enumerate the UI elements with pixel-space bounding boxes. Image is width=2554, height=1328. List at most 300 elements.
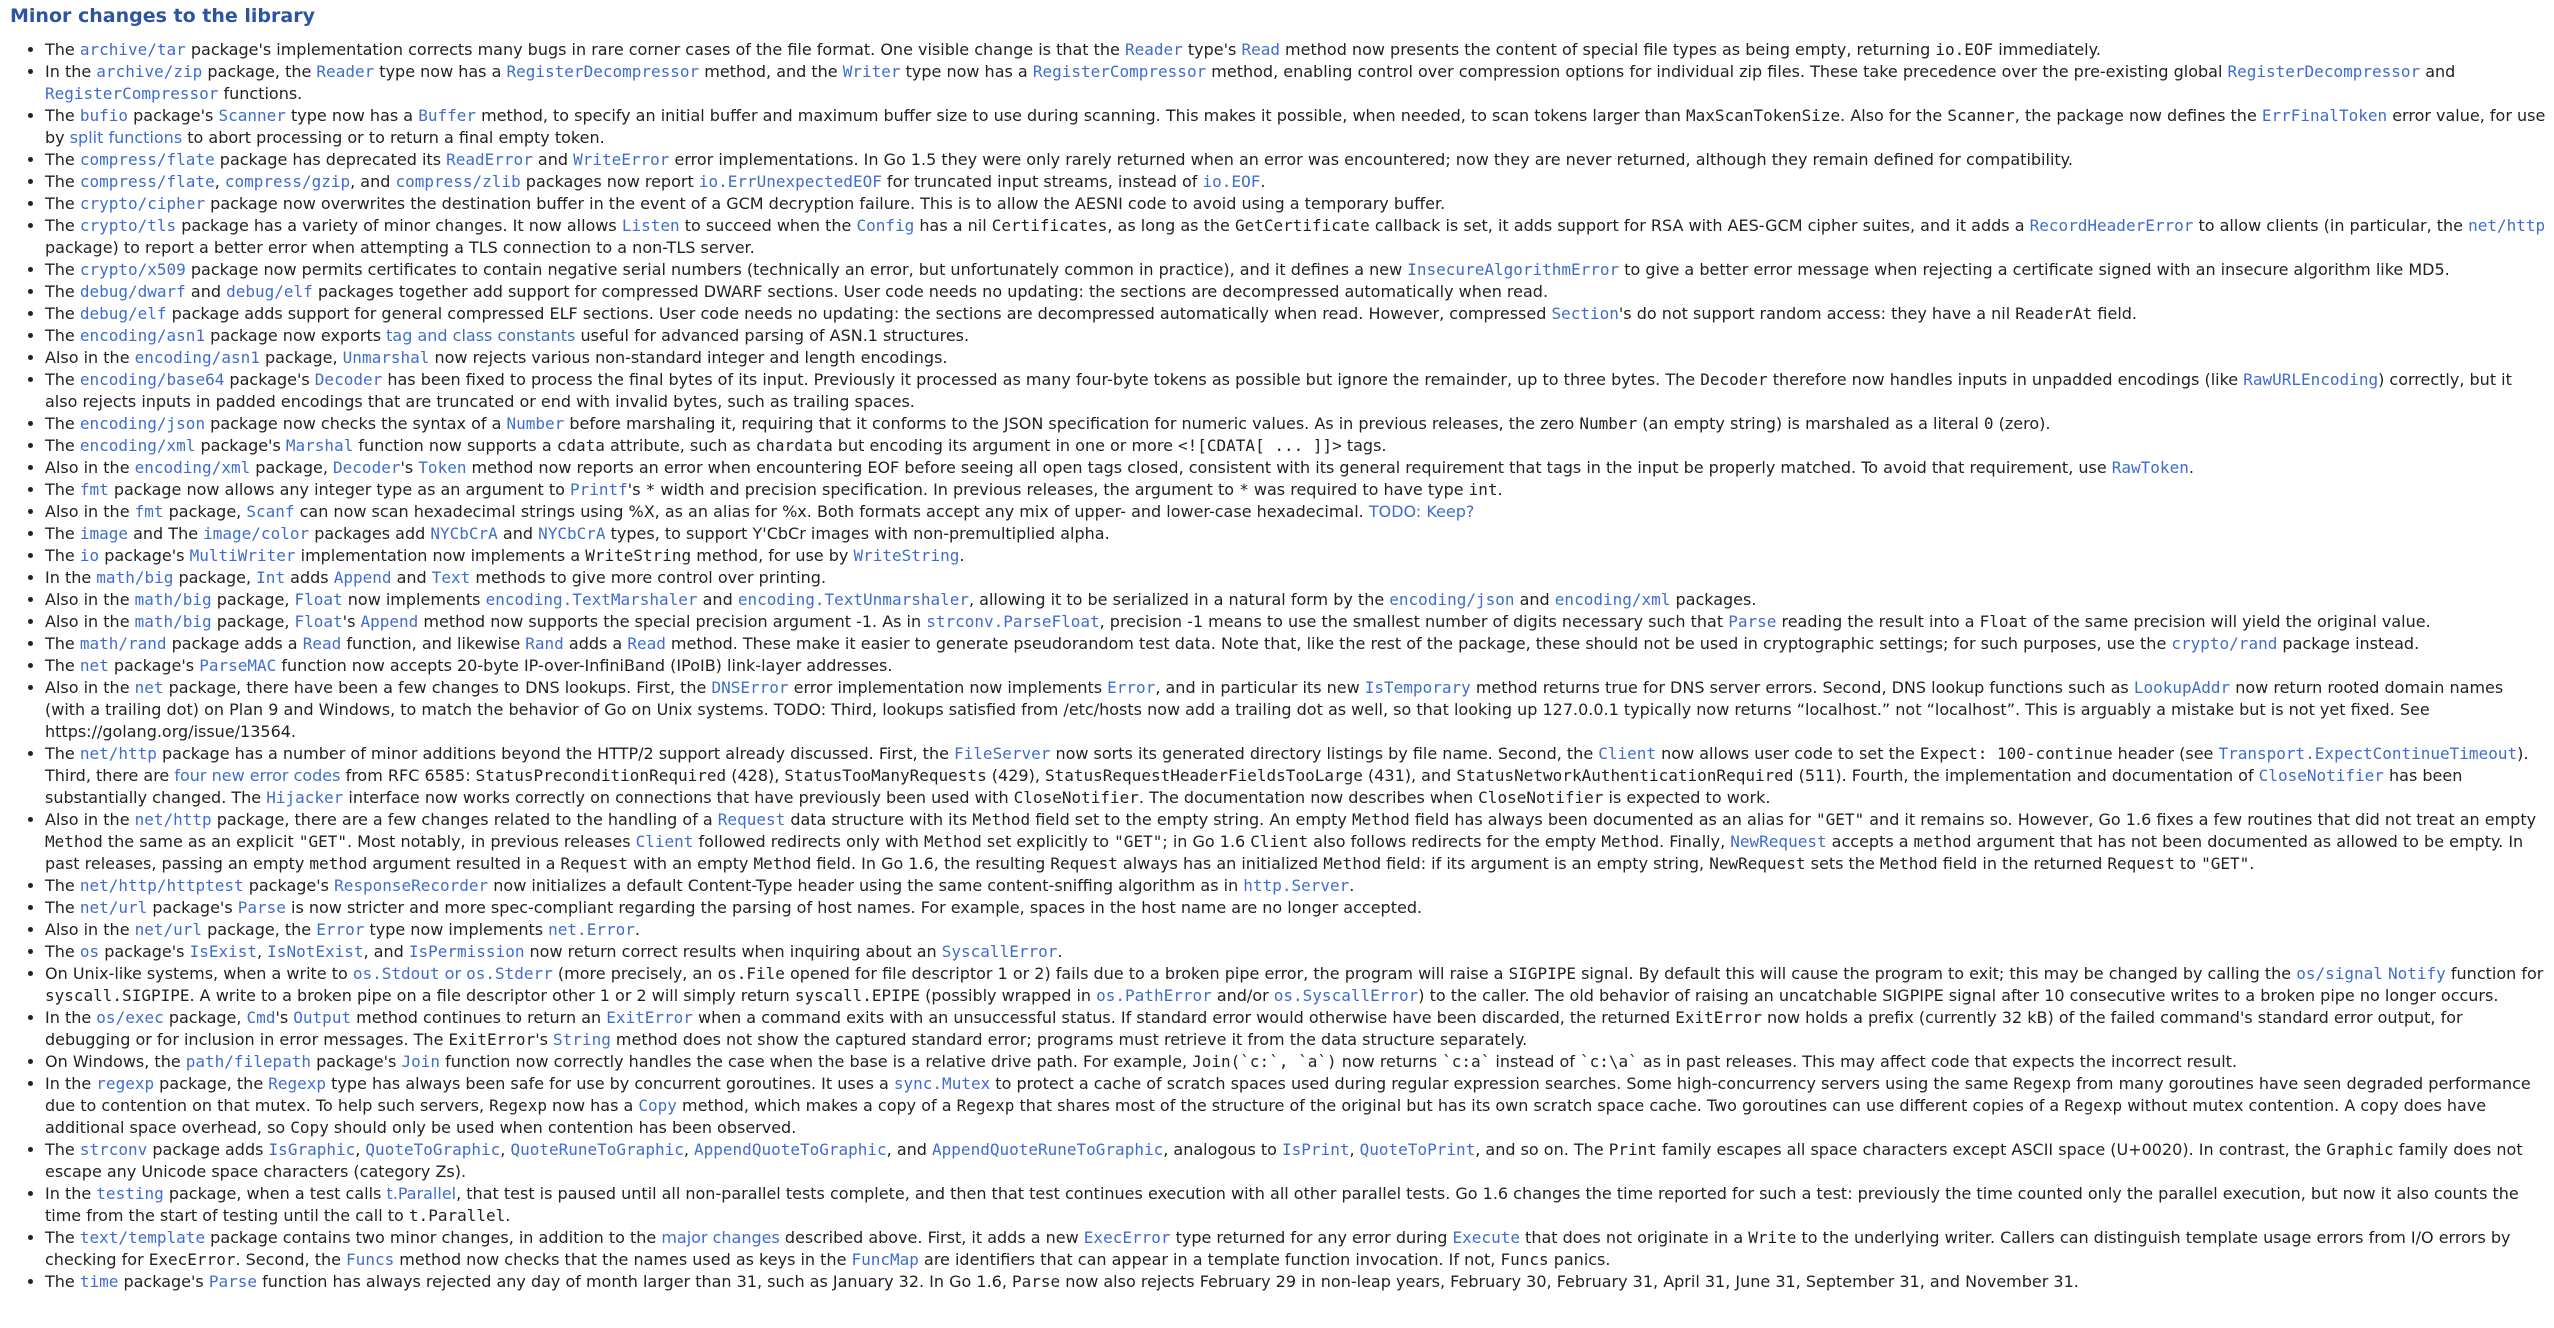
plain-text: type returned for any error during xyxy=(1170,1228,1453,1247)
code-link[interactable]: Error xyxy=(316,920,365,939)
code-text: ExitError xyxy=(1675,1008,1762,1027)
code-link[interactable]: text/template xyxy=(79,1228,206,1247)
plain-text: . Most notably, in previous releases xyxy=(347,832,636,851)
bullet-item xyxy=(45,149,2546,171)
code-link[interactable]: NYCbCrA xyxy=(430,524,498,543)
plain-text: opened for file descriptor 1 or 2) fails due to a broken pipe error, the program will raise a xyxy=(784,964,1509,983)
plain-text: (511). Fourth, the implementation and documentation of xyxy=(1793,766,2259,785)
code-link[interactable]: debug/elf xyxy=(79,304,167,323)
code-text: cdata xyxy=(556,436,605,455)
plain-text: immediately. xyxy=(1993,40,2101,59)
plain-text: . A write to a broken pipe on a file descriptor other 1 or 2 will simply return xyxy=(189,986,795,1005)
code-link[interactable]: net/http xyxy=(79,744,157,763)
code-link[interactable]: CloseNotifier xyxy=(2258,766,2384,785)
bullet-item xyxy=(45,479,2546,501)
code-text: 0 xyxy=(1983,414,1994,433)
plain-text: ). Third, there are xyxy=(45,744,2529,785)
plain-text: package has a number of minor additions beyond the HTTP/2 support already discussed. First, the xyxy=(156,744,955,763)
code-text: int xyxy=(1468,480,1498,499)
plain-text: , xyxy=(683,1140,695,1159)
code-link[interactable]: encoding/base64 xyxy=(79,370,225,389)
plain-text: attribute, such as xyxy=(604,436,756,455)
plain-text: Also in the xyxy=(45,612,135,631)
plain-text: to succeed when the xyxy=(679,216,857,235)
plain-text: data structure with its xyxy=(785,810,973,829)
plain-text: In the xyxy=(45,568,97,587)
code-text: syscall.SIGPIPE xyxy=(45,986,190,1005)
plain-text: In the xyxy=(45,1008,97,1027)
code-link[interactable]: net/url xyxy=(79,898,148,917)
code-link[interactable]: Config xyxy=(856,216,915,235)
code-link[interactable]: crypto/cipher xyxy=(79,194,206,213)
code-link[interactable]: http.Server xyxy=(1243,876,1350,895)
plain-text: The xyxy=(45,370,80,389)
code-link[interactable]: Regexp xyxy=(268,1074,327,1093)
plain-text: and it remains so. However, Go 1.6 fixes a few routines that did not treat an empty xyxy=(1864,810,2537,829)
plain-text: method continues to return an xyxy=(351,1008,607,1027)
code-link[interactable]: Parse xyxy=(237,898,286,917)
plain-text: , xyxy=(257,942,268,961)
code-link[interactable]: Decoder xyxy=(333,458,401,477)
plain-text: without mutex contention. A copy does have additional space overhead, so xyxy=(45,1096,2487,1137)
text-link[interactable]: major changes xyxy=(661,1228,780,1247)
plain-text: ) to the caller. The old behavior of raising an uncatchable SIGPIPE signal after 10 consecutive writes to a broken pipe no longer occurs. xyxy=(1418,986,2499,1005)
plain-text: 's xyxy=(342,612,361,631)
plain-text: packages add xyxy=(309,524,431,543)
code-link[interactable]: net/http xyxy=(134,810,212,829)
code-link[interactable]: Float xyxy=(294,612,343,631)
code-link[interactable]: Marshal xyxy=(285,436,354,455)
code-link[interactable]: Printf xyxy=(570,480,628,499)
plain-text: (431), and xyxy=(1362,766,1457,785)
code-link[interactable]: RawToken xyxy=(2111,458,2189,477)
plain-text: In the xyxy=(45,1184,97,1203)
code-link[interactable]: Parse xyxy=(208,1272,257,1291)
plain-text: before marshaling it, requiring that it conforms to the JSON specification for numeric values. As in previous releases, the zero xyxy=(564,414,1580,433)
plain-text: function now correctly handles the case when the base is a relative drive path. For example, xyxy=(439,1052,1193,1071)
text-link[interactable]: or xyxy=(439,964,467,983)
code-link[interactable]: Join xyxy=(401,1052,440,1071)
plain-text: packages now report xyxy=(520,172,699,191)
code-link[interactable]: Buffer xyxy=(418,106,476,125)
code-text: StatusTooManyRequests xyxy=(784,766,987,785)
code-link[interactable]: compress/flate xyxy=(79,172,215,191)
code-link[interactable]: Read xyxy=(627,634,666,653)
bullet-item xyxy=(45,919,2546,941)
code-link[interactable]: os.PathError xyxy=(1096,986,1212,1005)
code-link[interactable]: InsecureAlgorithmError xyxy=(1407,260,1620,279)
plain-text: package adds support for general compressed ELF sections. User code needs no updating: the sections are decompressed automatically when read. However, compressed xyxy=(166,304,1552,323)
code-link[interactable]: NewRequest xyxy=(1730,832,1827,851)
plain-text: , the package now defines the xyxy=(2014,106,2262,125)
plain-text: package's xyxy=(224,370,315,389)
code-link[interactable]: ResponseRecorder xyxy=(334,876,489,895)
plain-text: package) to report a better error when attempting a TLS connection to a non-TLS server. xyxy=(45,238,755,257)
code-link[interactable]: testing xyxy=(96,1184,164,1203)
code-link[interactable]: encoding/asn1 xyxy=(79,326,206,345)
plain-text: and xyxy=(391,568,432,587)
code-link[interactable]: compress/flate xyxy=(79,150,215,169)
plain-text: . Second, the xyxy=(235,1250,347,1269)
code-link[interactable]: Section xyxy=(1551,304,1619,323)
plain-text: function for xyxy=(2445,964,2544,983)
code-link[interactable]: IsNotExist xyxy=(267,942,364,961)
bullet-item xyxy=(45,897,2546,919)
plain-text: package's xyxy=(99,942,190,961)
bullet-item xyxy=(45,809,2546,875)
code-link[interactable]: regexp xyxy=(96,1074,155,1093)
code-link[interactable]: QuoteToGraphic xyxy=(365,1140,501,1159)
code-link[interactable]: Hijacker xyxy=(266,788,344,807)
code-link[interactable]: SyscallError xyxy=(941,942,1058,961)
plain-text: The xyxy=(45,480,80,499)
code-link[interactable]: encoding/asn1 xyxy=(134,348,260,367)
plain-text: The xyxy=(45,326,80,345)
code-link[interactable]: RegisterDecompressor xyxy=(506,62,700,81)
code-link[interactable]: Cmd xyxy=(246,1008,276,1027)
code-text: `c:\a` xyxy=(1580,1052,1638,1071)
bullet-item xyxy=(45,523,2546,545)
code-link[interactable]: Parse xyxy=(1728,612,1777,631)
plain-text: type now has a xyxy=(285,106,419,125)
code-link[interactable]: ErrFinalToken xyxy=(2261,106,2388,125)
code-link[interactable]: math/big xyxy=(134,590,212,609)
plain-text: The xyxy=(45,1272,80,1291)
code-text: Request xyxy=(560,854,628,873)
code-link[interactable]: DNSError xyxy=(711,678,789,697)
code-link[interactable]: fmt xyxy=(79,480,109,499)
bullet-item xyxy=(45,1007,2546,1051)
code-link[interactable]: math/big xyxy=(96,568,174,587)
text-link[interactable]: TODO: Keep? xyxy=(1368,502,1475,521)
plain-text: field: if its argument is an empty string, xyxy=(1381,854,1710,873)
plain-text: method does not show the captured standard error; programs must retrieve it from the data structure separately. xyxy=(610,1030,1528,1049)
code-link[interactable]: RecordHeaderError xyxy=(2029,216,2194,235)
code-link[interactable]: QuoteRuneToGraphic xyxy=(510,1140,684,1159)
code-link[interactable]: Rand xyxy=(525,634,564,653)
plain-text: now return rooted domain names (with a trailing dot) on Plan 9 and Windows, to match the behavior of Go on Unix systems. TODO: Third, lookups satisfied from /etc/hosts now add a trailing dot as well, so that looking up 127.0.0.1 typically now returns “localhost.” not “localhost”. This is arguably a mistake but is not yet fixed. See https://golang.org/issue/13564. xyxy=(45,678,2504,741)
plain-text: , xyxy=(500,1140,511,1159)
code-link[interactable]: IsPermission xyxy=(408,942,525,961)
plain-text: to abort processing or to return a final empty token. xyxy=(182,128,605,147)
code-link[interactable]: net/http/httptest xyxy=(79,876,244,895)
bullet-item xyxy=(45,303,2546,325)
code-link[interactable]: ReadError xyxy=(446,150,533,169)
code-link[interactable]: Listen xyxy=(621,216,680,235)
plain-text: The xyxy=(45,40,80,59)
code-text: NewRequest xyxy=(1709,854,1806,873)
plain-text: The xyxy=(45,546,80,565)
code-link[interactable]: image/color xyxy=(203,524,310,543)
code-link[interactable]: crypto/tls xyxy=(79,216,177,235)
code-text: Parse xyxy=(1012,1272,1061,1291)
code-link[interactable]: os.Stderr xyxy=(466,964,553,983)
plain-text: The xyxy=(45,1228,80,1247)
plain-text: method, enabling control over compression options for individual zip files. These take precedence over the pre-existing global xyxy=(1206,62,2228,81)
code-link[interactable]: RawURLEncoding xyxy=(2243,370,2379,389)
bullet-item xyxy=(45,545,2546,567)
code-text: Float xyxy=(1979,612,2028,631)
bullet-item xyxy=(45,1139,2546,1183)
code-link[interactable]: archive/tar xyxy=(79,40,186,59)
code-link[interactable]: LookupAddr xyxy=(2133,678,2231,697)
plain-text: now rejects various non-standard integer and length encodings. xyxy=(429,348,948,367)
code-link[interactable]: compress/zlib xyxy=(395,172,521,191)
text-link[interactable]: split functions xyxy=(69,128,183,147)
plain-text: package's xyxy=(128,106,219,125)
code-link[interactable]: net xyxy=(79,656,109,675)
code-link[interactable]: Read xyxy=(302,634,342,653)
plain-text: implementation now implements a xyxy=(295,546,586,565)
code-link[interactable]: encoding.TextMarshaler xyxy=(485,590,698,609)
plain-text: adds a xyxy=(563,634,628,653)
plain-text: method now checks that the names used as keys in the xyxy=(394,1250,852,1269)
plain-text: as in past releases. This may affect code that expects the incorrect result. xyxy=(1637,1052,2238,1071)
plain-text: was required to have type xyxy=(1248,480,1469,499)
text-link[interactable]: tag and class constants xyxy=(386,326,576,345)
code-link[interactable]: bufio xyxy=(79,106,129,125)
code-link[interactable]: debug/elf xyxy=(226,282,313,301)
code-link[interactable]: String xyxy=(553,1030,611,1049)
code-link[interactable]: io xyxy=(79,546,100,565)
plain-text: sets the xyxy=(1805,854,1880,873)
code-link[interactable]: net/http xyxy=(2468,216,2546,235)
code-link[interactable]: encoding/json xyxy=(79,414,206,433)
plain-text: always has an initialized xyxy=(1117,854,1324,873)
plain-text: The xyxy=(45,304,80,323)
plain-text: interface now works correctly on connections that have previously been used with xyxy=(343,788,1014,807)
code-link[interactable]: RegisterCompressor xyxy=(1032,62,1207,81)
plain-text: type's xyxy=(1182,40,1242,59)
plain-text: , xyxy=(214,172,225,191)
code-text: `c:a` xyxy=(1442,1052,1491,1071)
code-link[interactable]: Funcs xyxy=(346,1250,395,1269)
plain-text: now implements xyxy=(342,590,486,609)
code-link[interactable]: Read xyxy=(1241,40,1280,59)
code-link[interactable]: time xyxy=(79,1272,119,1291)
code-link[interactable]: Float xyxy=(294,590,343,609)
code-text: * xyxy=(645,480,656,499)
plain-text: , xyxy=(1349,1140,1360,1159)
code-link[interactable]: ParseMAC xyxy=(199,656,277,675)
code-link[interactable]: sync.Mutex xyxy=(893,1074,991,1093)
code-text: Method xyxy=(972,810,1031,829)
code-text: Regexp xyxy=(2064,1096,2123,1115)
plain-text: package now allows any integer type as an argument to xyxy=(108,480,570,499)
code-link[interactable]: encoding/xml xyxy=(1554,590,1671,609)
code-link[interactable]: Output xyxy=(293,1008,352,1027)
code-text: Number xyxy=(1579,414,1638,433)
code-link[interactable]: debug/dwarf xyxy=(79,282,186,301)
plain-text: ) correctly, but it also rejects inputs in padded encodings that are truncated or end with invalid bytes, such as trailing spaces. xyxy=(45,370,2512,411)
code-link[interactable]: Decoder xyxy=(314,370,383,389)
plain-text: packages. xyxy=(1670,590,1757,609)
plain-text: family does not escape any Unicode space characters (category Zs). xyxy=(45,1140,2523,1181)
plain-text: . The documentation now describes when xyxy=(1138,788,1479,807)
plain-text: . xyxy=(2188,458,2194,477)
bullet-item xyxy=(45,325,2546,347)
plain-text: . xyxy=(1497,480,1503,499)
code-link[interactable]: strconv.ParseFloat xyxy=(926,612,1100,631)
plain-text: The xyxy=(45,106,80,125)
plain-text: are identifiers that can appear in a template function invocation. If not, xyxy=(918,1250,1501,1269)
plain-text: signal. By default this will cause the program to exit; this may be changed by calling the xyxy=(1576,964,2297,983)
code-link[interactable]: path/filepath xyxy=(185,1052,311,1071)
code-link[interactable]: Client xyxy=(635,832,694,851)
plain-text: to protect a cache of scratch spaces used during regular expression searches. Some high-concurrency servers using the same xyxy=(990,1074,2014,1093)
code-link[interactable]: encoding/json xyxy=(1389,590,1515,609)
code-link[interactable]: os/signal xyxy=(2296,964,2383,983)
plain-text: Also in the xyxy=(45,810,135,829)
plain-text: type now has a xyxy=(900,62,1033,81)
code-link[interactable]: image xyxy=(79,524,129,543)
code-link[interactable]: FileServer xyxy=(954,744,1051,763)
code-link[interactable]: Copy xyxy=(638,1096,677,1115)
plain-text: package instead. xyxy=(2277,634,2420,653)
code-link[interactable]: io.ErrUnexpectedEOF xyxy=(698,172,882,191)
plain-text: types, to support Y'CbCr images with non-premultiplied alpha. xyxy=(605,524,1110,543)
code-link[interactable]: Append xyxy=(333,568,392,587)
code-link[interactable]: Append xyxy=(360,612,419,631)
code-link[interactable]: io.EOF xyxy=(1202,172,1261,191)
code-text: t.Parallel xyxy=(408,1206,506,1225)
plain-text: is expected to work. xyxy=(1603,788,1771,807)
plain-text: package's xyxy=(147,898,238,917)
plain-text: to allow clients (in particular, the xyxy=(2193,216,2469,235)
code-link[interactable]: ExecError xyxy=(1083,1228,1171,1247)
plain-text: functions. xyxy=(218,84,303,103)
plain-text: package, xyxy=(250,458,334,477)
plain-text: package adds a xyxy=(166,634,303,653)
plain-text: and xyxy=(185,282,227,301)
code-link[interactable]: Number xyxy=(506,414,565,433)
code-link[interactable]: AppendQuoteRuneToGraphic xyxy=(932,1140,1164,1159)
plain-text: function now supports a xyxy=(353,436,557,455)
code-link[interactable]: math/rand xyxy=(79,634,167,653)
text-link[interactable]: four new error codes xyxy=(174,766,341,785)
bullet-item xyxy=(45,941,2546,963)
code-link[interactable]: math/big xyxy=(134,612,212,631)
code-link[interactable]: net/url xyxy=(134,920,203,939)
plain-text: and/or xyxy=(1211,986,1274,1005)
code-link[interactable]: RegisterDecompressor xyxy=(2227,62,2421,81)
code-link[interactable]: encoding/xml xyxy=(79,436,196,455)
code-link[interactable]: Unmarshal xyxy=(342,348,430,367)
code-link[interactable]: Scanner xyxy=(218,106,286,125)
plain-text: for truncated input streams, instead of xyxy=(881,172,1203,191)
plain-text: 's xyxy=(627,480,646,499)
plain-text: The xyxy=(45,282,80,301)
bullet-item xyxy=(45,1073,2546,1139)
code-link[interactable]: encoding/xml xyxy=(134,458,251,477)
plain-text: The xyxy=(45,942,80,961)
code-link[interactable]: AppendQuoteToGraphic xyxy=(694,1140,887,1159)
plain-text: now has a xyxy=(546,1096,639,1115)
plain-text: field. In Go 1.6, the resulting xyxy=(811,854,1051,873)
code-link[interactable]: QuoteToPrint xyxy=(1359,1140,1476,1159)
plain-text: . Finally, xyxy=(1659,832,1731,851)
bullet-item xyxy=(45,633,2546,655)
plain-text: now also rejects February 29 in non-leap years, February 30, February 31, April 31, June 31, September 31, and November 31. xyxy=(1060,1272,2079,1291)
code-link[interactable]: Text xyxy=(431,568,471,587)
plain-text: field. xyxy=(2092,304,2138,323)
code-link[interactable]: crypto/x509 xyxy=(79,260,186,279)
code-text: Copy xyxy=(290,1118,329,1137)
code-link[interactable]: compress/gzip xyxy=(224,172,351,191)
code-link[interactable]: os.Stdout xyxy=(352,964,440,983)
code-link[interactable]: ExitError xyxy=(606,1008,693,1027)
code-link[interactable]: IsGraphic xyxy=(268,1140,356,1159)
plain-text: package's xyxy=(118,1272,209,1291)
code-link[interactable]: os.SyscallError xyxy=(1273,986,1419,1005)
plain-text: method now supports the special precision argument -1. As in xyxy=(418,612,927,631)
code-text: Certificates xyxy=(991,216,1108,235)
code-link[interactable]: WriteString xyxy=(853,546,960,565)
code-link[interactable]: Notify xyxy=(2388,964,2446,983)
plain-text: now initializes a default Content-Type header using the same content-sniffing algorithm as in xyxy=(488,876,1244,895)
bullet-item xyxy=(45,655,2546,677)
code-link[interactable]: WriteError xyxy=(573,150,670,169)
code-text: <![CDATA[ ... ]]> xyxy=(1178,436,1342,455)
plain-text: method. These make it easier to generate pseudorandom test data. Note that, like the rest of the package, these should not be used in cryptographic settings; for such purposes, use the xyxy=(665,634,2172,653)
plain-text: package's xyxy=(195,436,286,455)
code-link[interactable]: Token xyxy=(418,458,467,477)
code-link[interactable]: os/exec xyxy=(96,1008,164,1027)
code-link[interactable]: Transport.ExpectContinueTimeout xyxy=(2218,744,2518,763)
code-link[interactable]: Int xyxy=(256,568,286,587)
code-link[interactable]: IsExist xyxy=(189,942,257,961)
code-link[interactable]: Reader xyxy=(316,62,375,81)
code-text: Regexp xyxy=(2013,1074,2072,1093)
bullet-item xyxy=(45,501,2546,523)
code-link[interactable]: Execute xyxy=(1452,1228,1520,1247)
code-link[interactable]: crypto/rand xyxy=(2171,634,2278,653)
plain-text: , and in particular its new xyxy=(1155,678,1365,697)
code-link[interactable]: os xyxy=(79,942,100,961)
plain-text: (possibly wrapped in xyxy=(920,986,1097,1005)
bullet-item xyxy=(45,61,2546,105)
code-link[interactable]: IsPrint xyxy=(1282,1140,1350,1159)
code-link[interactable]: net.Error xyxy=(548,920,635,939)
code-text: SIGPIPE xyxy=(1508,964,1576,983)
plain-text: (428), xyxy=(726,766,785,785)
code-link[interactable]: FuncMap xyxy=(851,1250,919,1269)
plain-text: package, xyxy=(163,1008,247,1027)
code-link[interactable]: IsTemporary xyxy=(1364,678,1471,697)
code-link[interactable]: fmt xyxy=(134,502,164,521)
code-link[interactable]: Request xyxy=(717,810,786,829)
code-link[interactable]: Writer xyxy=(842,62,901,81)
code-text: syscall.EPIPE xyxy=(794,986,921,1005)
code-link[interactable]: RegisterCompressor xyxy=(45,84,219,103)
code-link[interactable]: MultiWriter xyxy=(189,546,296,565)
plain-text: , analogous to xyxy=(1163,1140,1283,1159)
text-link[interactable]: t.Parallel xyxy=(386,1184,457,1203)
code-link[interactable]: archive/zip xyxy=(96,62,203,81)
code-link[interactable]: Scanf xyxy=(246,502,295,521)
plain-text: . xyxy=(1260,172,1266,191)
code-link[interactable]: Client xyxy=(1598,744,1657,763)
code-link[interactable]: encoding.TextUnmarshaler xyxy=(737,590,969,609)
code-link[interactable]: net xyxy=(134,678,164,697)
code-link[interactable]: Reader xyxy=(1124,40,1183,59)
plain-text: method, which makes a copy of a xyxy=(676,1096,957,1115)
code-link[interactable]: strconv xyxy=(79,1140,148,1159)
code-link[interactable]: NYCbCrA xyxy=(538,524,606,543)
plain-text: Also in the xyxy=(45,458,135,477)
plain-text: family escapes all space characters except ASCII space (U+0020). In contrast, the xyxy=(1656,1140,2327,1159)
code-link[interactable]: Error xyxy=(1107,678,1156,697)
